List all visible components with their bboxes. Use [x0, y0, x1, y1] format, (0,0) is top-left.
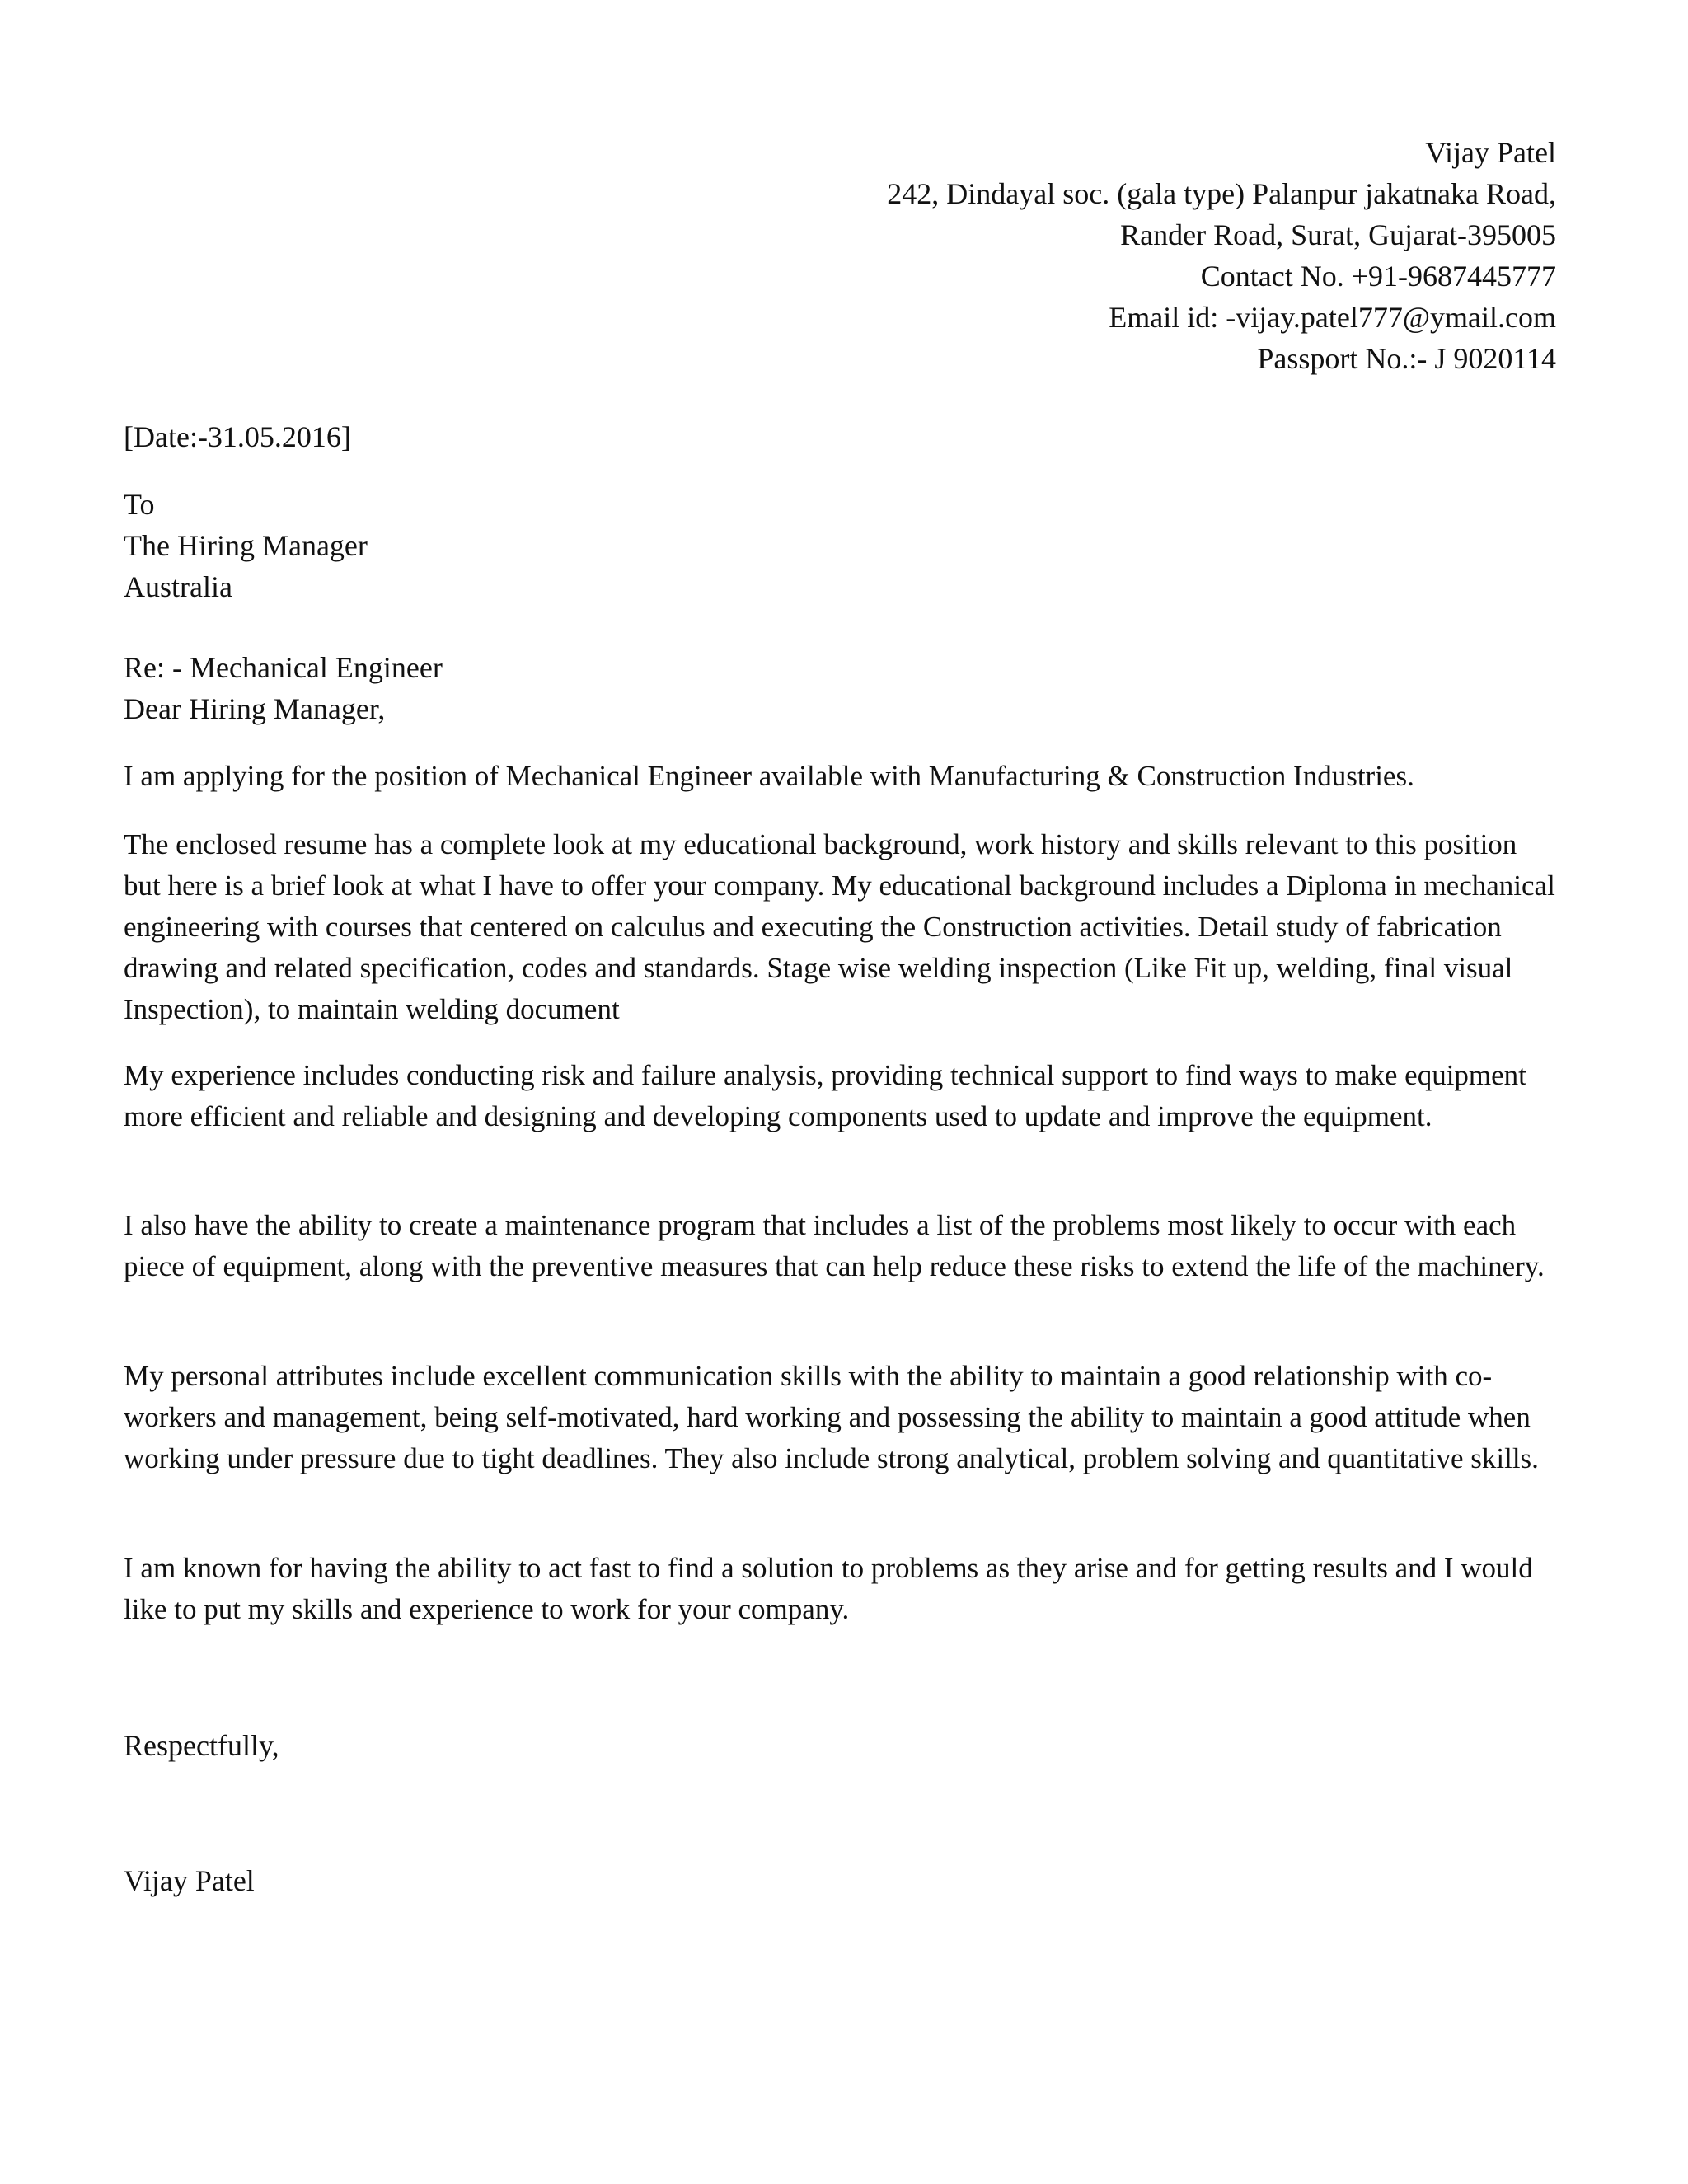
closing: Respectfully, — [124, 1729, 279, 1762]
recipient-location: Australia — [124, 570, 232, 603]
signature-name: Vijay Patel — [124, 1864, 255, 1897]
sender-email: Email id: -vijay.patel777@ymail.com — [1109, 301, 1556, 334]
sender-passport: Passport No.:- J 9020114 — [1257, 342, 1556, 375]
paragraph-2: The enclosed resume has a complete look at my educational background, work history and skills relevant to this position but here is a brief look at what I have to offer your company. My educational background includes a Diploma in mechanical engineering with courses that centered on calculus and executing the Construction activities. Detail study of fabrication drawing and related specification, codes and standards. Stage wise welding inspection (Like Fit up, welding, final visual Inspection), to maintain welding document — [124, 828, 1555, 1025]
sender-block — [887, 132, 1556, 379]
paragraph-3: My experience includes conducting risk and failure analysis, providing technical support to find ways to make equipment more efficient and reliable and designing and developing components used to update and improve the equipment. — [124, 1059, 1526, 1132]
paragraph-1: I am applying for the position of Mechanical Engineer available with Manufacturing & Construction Industries. — [124, 760, 1414, 792]
paragraph-5: My personal attributes include excellent communication skills with the ability to maintain a good relationship with co-workers and management, being self-motivated, hard working and possessing the ability to maintain a good attitude when working under pressure due to tight deadlines. They also include strong analytical, problem solving and quantitative skills. — [124, 1360, 1539, 1474]
sender-contact: Contact No. +91-9687445777 — [1200, 260, 1556, 293]
subject-line: Re: - Mechanical Engineer — [124, 651, 443, 684]
sender-address-line1: 242, Dindayal soc. (gala type) Palanpur jakatnaka Road, — [887, 177, 1556, 210]
letter-date — [124, 416, 1556, 457]
recipient-block — [124, 484, 1556, 607]
paragraph-6: I am known for having the ability to act fast to find a solution to problems as they arise and for getting results and I would like to put my skills and experience to work for your company. — [124, 1552, 1533, 1625]
salutation: Dear Hiring Manager, — [124, 692, 386, 725]
recipient-to: To — [124, 488, 155, 521]
recipient-title: The Hiring Manager — [124, 529, 368, 562]
paragraph-4: I also have the ability to create a maintenance program that includes a list of the problems most likely to occur with each piece of equipment, along with the preventive measures that can help reduce these risks to extend the life of the machinery. — [124, 1209, 1545, 1282]
subject-block — [124, 647, 1556, 729]
sender-address-line2: Rander Road, Surat, Gujarat-395005 — [1120, 218, 1556, 251]
signature-block — [124, 1860, 1556, 1901]
sender-name: Vijay Patel — [1425, 136, 1556, 169]
date-text: [Date:-31.05.2016] — [124, 420, 351, 453]
closing-block — [124, 1725, 1556, 1766]
